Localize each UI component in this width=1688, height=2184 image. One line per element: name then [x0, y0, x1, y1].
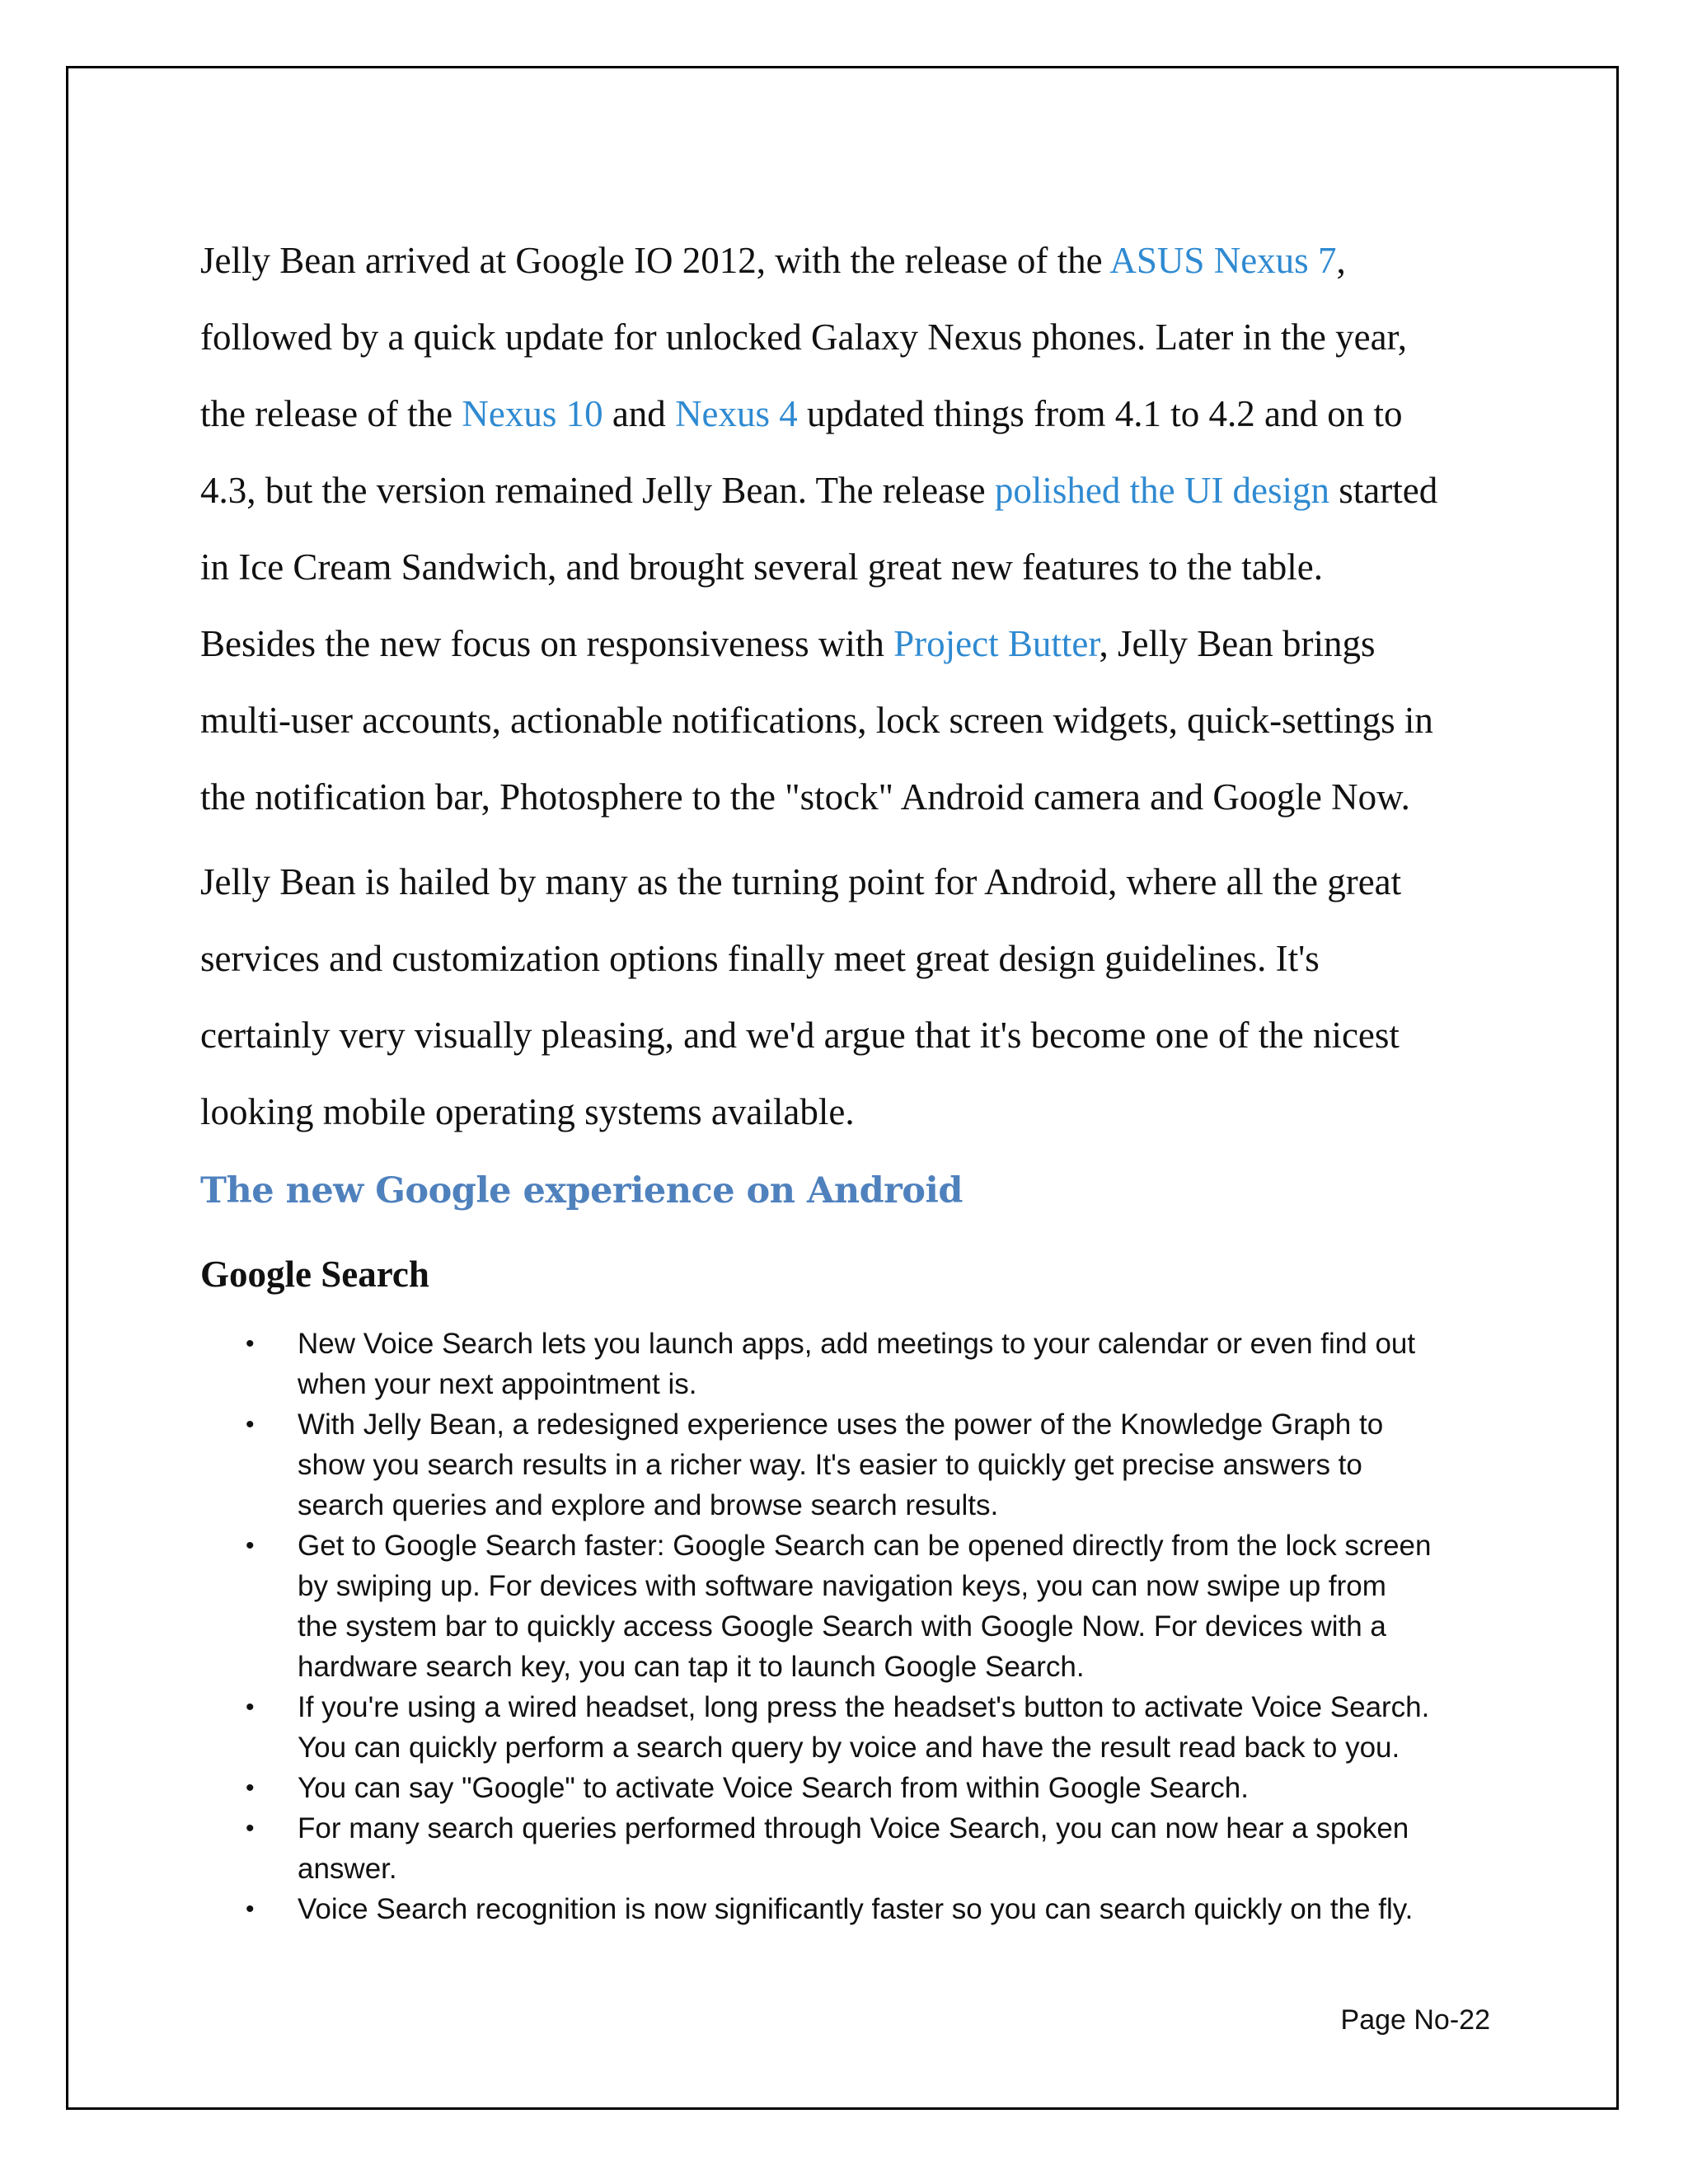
list-item	[200, 1808, 1490, 1889]
section-heading: The new Google experience on Android	[200, 1170, 963, 1212]
list-item-line: You can quickly perform a search query by voice and have the result read back to you.	[298, 1732, 1400, 1764]
list-item-line: With Jelly Bean, a redesigned experience uses the power of the Knowledge Graph to	[298, 1408, 1384, 1441]
paragraphs	[200, 223, 1490, 1151]
text-line	[200, 376, 1490, 452]
inline-link[interactable]: polished the UI design	[994, 470, 1330, 511]
list-item-line: search queries and explore and browse search results.	[298, 1489, 999, 1521]
text-run: Jelly Bean arrived at Google IO 2012, with the release of the	[200, 240, 1110, 281]
text-line	[200, 223, 1490, 299]
list-item	[200, 1889, 1490, 1929]
text-line	[200, 299, 1490, 376]
text-run: certainly very visually pleasing, and we'd argue that it's become one of the nicest	[200, 1015, 1400, 1056]
text-run: updated things from 4.1 to 4.2 and on to	[797, 393, 1403, 434]
text-run: Jelly Bean is hailed by many as the turning point for Android, where all the great	[200, 861, 1402, 902]
paragraph-1	[200, 223, 1490, 836]
text-line	[200, 452, 1490, 529]
bullet-icon: •	[246, 1815, 255, 1842]
document-body	[200, 223, 1490, 1929]
inline-link[interactable]: ASUS Nexus 7	[1109, 240, 1337, 281]
list-item-line: You can say "Google" to activate Voice Search from within Google Search.	[298, 1772, 1249, 1804]
text-run: started	[1329, 470, 1438, 511]
bullet-list	[200, 1324, 1490, 1929]
list-item	[200, 1324, 1490, 1404]
text-run: looking mobile operating systems available.	[200, 1091, 855, 1132]
list-item-line: hardware search key, you can tap it to launch Google Search.	[298, 1651, 1085, 1683]
list-item-line: For many search queries performed through Voice Search, you can now hear a spoken	[298, 1812, 1409, 1844]
text-line	[200, 997, 1490, 1074]
bullet-icon: •	[246, 1411, 255, 1438]
bullet-icon: •	[246, 1694, 255, 1721]
list-item-line: Voice Search recognition is now significantly faster so you can search quickly on the fly.	[298, 1893, 1414, 1925]
bullet-icon: •	[246, 1896, 255, 1923]
list-item-line: If you're using a wired headset, long press the headset's button to activate Voice Search.	[298, 1691, 1430, 1723]
text-line	[200, 529, 1490, 606]
list-item	[200, 1526, 1490, 1687]
bullet-icon: •	[246, 1330, 255, 1357]
list-item-line: by swiping up. For devices with software navigation keys, you can now swipe up from	[298, 1570, 1386, 1602]
text-run: Besides the new focus on responsiveness with	[200, 623, 894, 664]
text-run: , Jelly Bean brings	[1099, 623, 1376, 664]
list-item-line: show you search results in a richer way. It's easier to quickly get precise answers to	[298, 1449, 1362, 1481]
text-line	[200, 682, 1490, 759]
list-item	[200, 1687, 1490, 1768]
text-run: multi-user accounts, actionable notifications, lock screen widgets, quick-settings in	[200, 700, 1433, 741]
inline-link[interactable]: Nexus 10	[462, 393, 603, 434]
text-line	[200, 921, 1490, 997]
list-item-line: New Voice Search lets you launch apps, add meetings to your calendar or even find out	[298, 1328, 1416, 1360]
text-line	[200, 844, 1490, 921]
list-item-line: Get to Google Search faster: Google Search can be opened directly from the lock screen	[298, 1530, 1432, 1562]
inline-link[interactable]: Nexus 4	[675, 393, 798, 434]
text-run: 4.3, but the version remained Jelly Bean. The release	[200, 470, 995, 511]
text-line	[200, 759, 1490, 836]
subsection-heading: Google Search	[200, 1254, 429, 1295]
paragraph-2	[200, 844, 1490, 1151]
text-line	[200, 606, 1490, 682]
text-run: the release of the	[200, 393, 462, 434]
list-item-line: when your next appointment is.	[298, 1368, 697, 1400]
text-run: and	[603, 393, 676, 434]
page-number: Page No-22	[1340, 2004, 1490, 2036]
bullet-icon: •	[246, 1532, 255, 1559]
list-item-line: the system bar to quickly access Google Search with Google Now. For devices with a	[298, 1610, 1386, 1643]
text-run: in Ice Cream Sandwich, and brought several great new features to the table.	[200, 546, 1323, 588]
inline-link[interactable]: Project Butter	[893, 623, 1100, 664]
text-run: services and customization options finally meet great design guidelines. It's	[200, 938, 1320, 979]
list-item	[200, 1768, 1490, 1808]
bullet-icon: •	[246, 1774, 255, 1802]
list-item	[200, 1404, 1490, 1526]
text-run: followed by a quick update for unlocked Galaxy Nexus phones. Later in the year,	[200, 316, 1407, 358]
list-item-line: answer.	[298, 1853, 397, 1885]
text-line	[200, 1074, 1490, 1151]
text-run: ,	[1336, 240, 1346, 281]
text-run: the notification bar, Photosphere to the "stock" Android camera and Google Now.	[200, 776, 1410, 818]
